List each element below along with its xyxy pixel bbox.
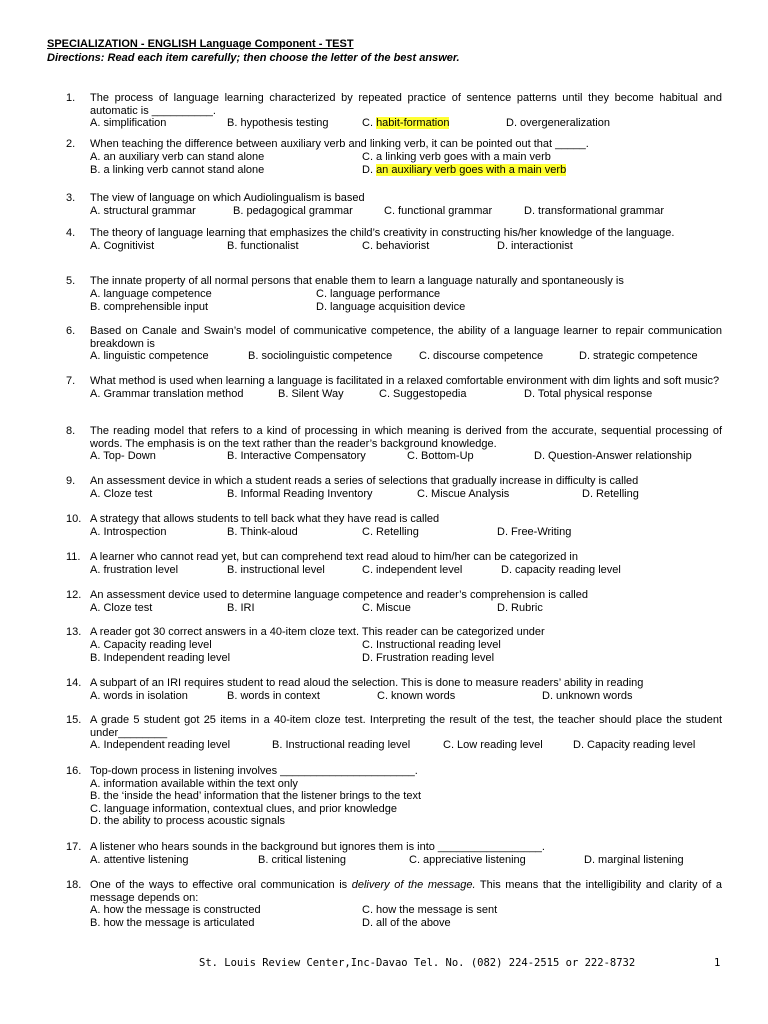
question-number: 6. (66, 325, 76, 337)
question-stem: The reading model that refers to a kind of processing in which meaning is derived from the accurate, sequential processing of words. The emphasis is on the text rather than the reader’s background knowledge. (90, 425, 722, 450)
option-d: D. capacity reading level (501, 563, 621, 576)
question-number: 14. (66, 677, 82, 689)
option-a: A. Independent reading level (90, 739, 231, 752)
question-1 (0, 92, 768, 138)
question-13 (0, 626, 768, 677)
option-d: D. the ability to process acoustic signals (90, 815, 286, 828)
option-a: A. Grammar translation method (90, 387, 244, 400)
option-a: A. language competence (90, 287, 212, 300)
question-number: 13. (66, 626, 82, 638)
question-stem: A reader got 30 correct answers in a 40-item cloze text. This reader can be categorized under (90, 626, 545, 638)
answer-highlight: an auxiliary verb goes with a main verb (376, 163, 567, 176)
option-b: B. the ‘inside the head’ information that the listener brings to the text (90, 790, 422, 803)
stem-emphasis: delivery of the message. (351, 879, 476, 891)
option-c: C. Suggestopedia (379, 387, 467, 400)
option-a: A. information available within the text only (90, 777, 298, 790)
option-a: A. an auxiliary verb can stand alone (90, 150, 265, 163)
question-stem: The theory of language learning that emphasizes the child’s creativity in constructing his/her knowledge of the language. (90, 227, 675, 239)
option-d: D. overgeneralization (506, 117, 610, 130)
question-stem: Based on Canale and Swain’s model of communicative competence, the ability of a language learner to repair communication breakdown is (90, 325, 722, 350)
option-b: B. Interactive Compensatory (227, 450, 366, 463)
option-c: C. Miscue (362, 601, 411, 614)
option-a: A. Cloze test (90, 601, 153, 614)
option-b: B. Informal Reading Inventory (227, 487, 373, 500)
option-a: A. how the message is constructed (90, 904, 261, 917)
option-c: C. appreciative listening (409, 853, 526, 866)
option-c: C. discourse competence (419, 350, 544, 363)
option-d: D. Question-Answer relationship (534, 450, 692, 463)
question-15 (0, 714, 768, 765)
question-10 (0, 513, 768, 551)
option-d: D. all of the above (362, 917, 451, 930)
option-a: A. attentive listening (90, 853, 189, 866)
question-9 (0, 475, 768, 513)
option-b: B. Instructional reading level (272, 739, 411, 752)
question-number: 2. (66, 138, 76, 150)
option-b: B. how the message is articulated (90, 917, 255, 930)
question-number: 5. (66, 275, 76, 287)
option-b: B. IRI (227, 601, 255, 614)
option-d: D. Frustration reading level (362, 651, 495, 664)
option-b: B. Silent Way (278, 387, 344, 400)
option-d: D. language acquisition device (316, 300, 466, 313)
question-number: 10. (66, 513, 82, 525)
option-b: B. comprehensible input (90, 300, 209, 313)
question-stem: A strategy that allows students to tell back what they have read is called (90, 513, 440, 525)
option-b: B. instructional level (227, 563, 325, 576)
directions: Directions: Read each item carefully; then choose the letter of the best answer. (47, 52, 460, 64)
option-d: D. Capacity reading level (573, 739, 696, 752)
question-stem: Top-down process in listening involves ______________________. (90, 765, 418, 777)
question-number: 12. (66, 589, 82, 601)
question-stem: The view of language on which Audiolingualism is based (90, 192, 365, 204)
option-a: A. simplification (90, 117, 167, 130)
option-c: C. independent level (362, 563, 463, 576)
option-c: C. known words (377, 689, 456, 702)
question-number: 15. (66, 714, 82, 726)
option-c-answer: C. habit-formation (362, 117, 450, 130)
question-number: 8. (66, 425, 76, 437)
question-14 (0, 677, 768, 714)
option-b: B. a linking verb cannot stand alone (90, 163, 265, 176)
option-a: A. linguistic competence (90, 350, 209, 363)
answer-highlight: habit-formation (376, 117, 450, 130)
option-d: D. Free-Writing (497, 525, 572, 538)
question-stem: An assessment device used to determine language competence and reader’s comprehension is called (90, 589, 588, 601)
question-stem: What method is used when learning a language is facilitated in a relaxed comfortable environment with dim lights and soft music? (90, 375, 720, 387)
option-a: A. Capacity reading level (90, 638, 212, 651)
footer-text: St. Louis Review Center,Inc-Davao Tel. No. (082) 224-2515 or 222-8732 (199, 957, 636, 969)
option-b: B. functionalist (227, 239, 299, 252)
option-d: D. Total physical response (524, 387, 653, 400)
option-a: A. words in isolation (90, 689, 188, 702)
option-c: C. Retelling (362, 525, 419, 538)
question-stem: A grade 5 student got 25 items in a 40-item cloze test. Interpreting the result of the test, the teacher should place the student under________ (90, 714, 722, 739)
option-d: D. interactionist (497, 239, 573, 252)
option-c: C. Low reading level (443, 739, 543, 752)
question-stem: When teaching the difference between auxiliary verb and linking verb, it can be pointed out that _____. (90, 138, 589, 150)
option-b: B. sociolinguistic competence (248, 350, 393, 363)
question-3 (0, 192, 768, 227)
question-list (0, 92, 768, 939)
question-number: 17. (66, 841, 82, 853)
option-c: C. language information, contextual clues, and prior knowledge (90, 802, 397, 815)
question-4 (0, 227, 768, 275)
question-11 (0, 551, 768, 589)
question-2 (0, 138, 768, 192)
question-stem (90, 879, 722, 904)
option-c: C. Bottom-Up (407, 450, 474, 463)
option-c: C. Instructional reading level (362, 638, 501, 651)
option-d: D. marginal listening (584, 853, 684, 866)
question-stem: The innate property of all normal persons that enable them to learn a language naturally and spontaneously is (90, 275, 624, 287)
question-number: 3. (66, 192, 76, 204)
page-title: SPECIALIZATION - ENGLISH Language Component - TEST (47, 38, 354, 50)
question-number: 9. (66, 475, 76, 487)
question-number: 4. (66, 227, 76, 239)
option-a: A. Top- Down (90, 450, 156, 463)
option-d: D. strategic competence (579, 350, 698, 363)
option-a: A. Introspection (90, 525, 167, 538)
question-6 (0, 325, 768, 375)
question-18 (0, 879, 768, 939)
option-b: B. Independent reading level (90, 651, 231, 664)
question-number: 1. (66, 92, 76, 104)
option-c: C. Miscue Analysis (417, 487, 510, 500)
option-a: A. structural grammar (90, 204, 196, 217)
option-c: C. functional grammar (384, 204, 493, 217)
question-17 (0, 841, 768, 879)
question-number: 16. (66, 765, 82, 777)
option-b: B. words in context (227, 689, 320, 702)
question-stem: An assessment device in which a student reads a series of selections that gradually increase in difficulty is called (90, 475, 639, 487)
question-number: 18. (66, 879, 82, 891)
question-stem: A subpart of an IRI requires student to read aloud the selection. This is done to measure readers’ ability in reading (90, 677, 644, 689)
question-stem: A listener who hears sounds in the background but ignores them is into _________________. (90, 841, 545, 853)
stem-text: This means that the intelligibility and clarity of a message depends on: (90, 879, 722, 904)
option-d: D. Rubric (497, 601, 543, 614)
option-a: A. frustration level (90, 563, 179, 576)
option-c: C. behaviorist (362, 239, 430, 252)
question-number: 11. (66, 551, 81, 563)
option-a: A. Cloze test (90, 487, 153, 500)
question-5 (0, 275, 768, 325)
page-number: 1 (714, 957, 721, 969)
option-b: B. critical listening (258, 853, 347, 866)
option-d: D. transformational grammar (524, 204, 664, 217)
question-7 (0, 375, 768, 425)
question-stem: A learner who cannot read yet, but can comprehend text read aloud to him/her can be categorized in (90, 551, 578, 563)
option-b: B. hypothesis testing (227, 117, 329, 130)
option-d: D. unknown words (542, 689, 633, 702)
question-number: 7. (66, 375, 76, 387)
option-b: B. Think-aloud (227, 525, 298, 538)
option-d-answer: D. an auxiliary verb goes with a main verb (362, 163, 567, 176)
question-12 (0, 589, 768, 626)
question-stem: The process of language learning characterized by repeated practice of sentence patterns until they become habitual and automatic is __________. (90, 92, 722, 117)
option-c: C. a linking verb goes with a main verb (362, 150, 551, 163)
option-b: B. pedagogical grammar (233, 204, 353, 217)
option-d: D. Retelling (582, 487, 639, 500)
option-a: A. Cognitivist (90, 239, 155, 252)
stem-text: One of the ways to effective oral communication is (90, 879, 352, 891)
question-8 (0, 425, 768, 475)
option-c: C. language performance (316, 287, 441, 300)
option-c: C. how the message is sent (362, 904, 498, 917)
question-16 (0, 765, 768, 841)
